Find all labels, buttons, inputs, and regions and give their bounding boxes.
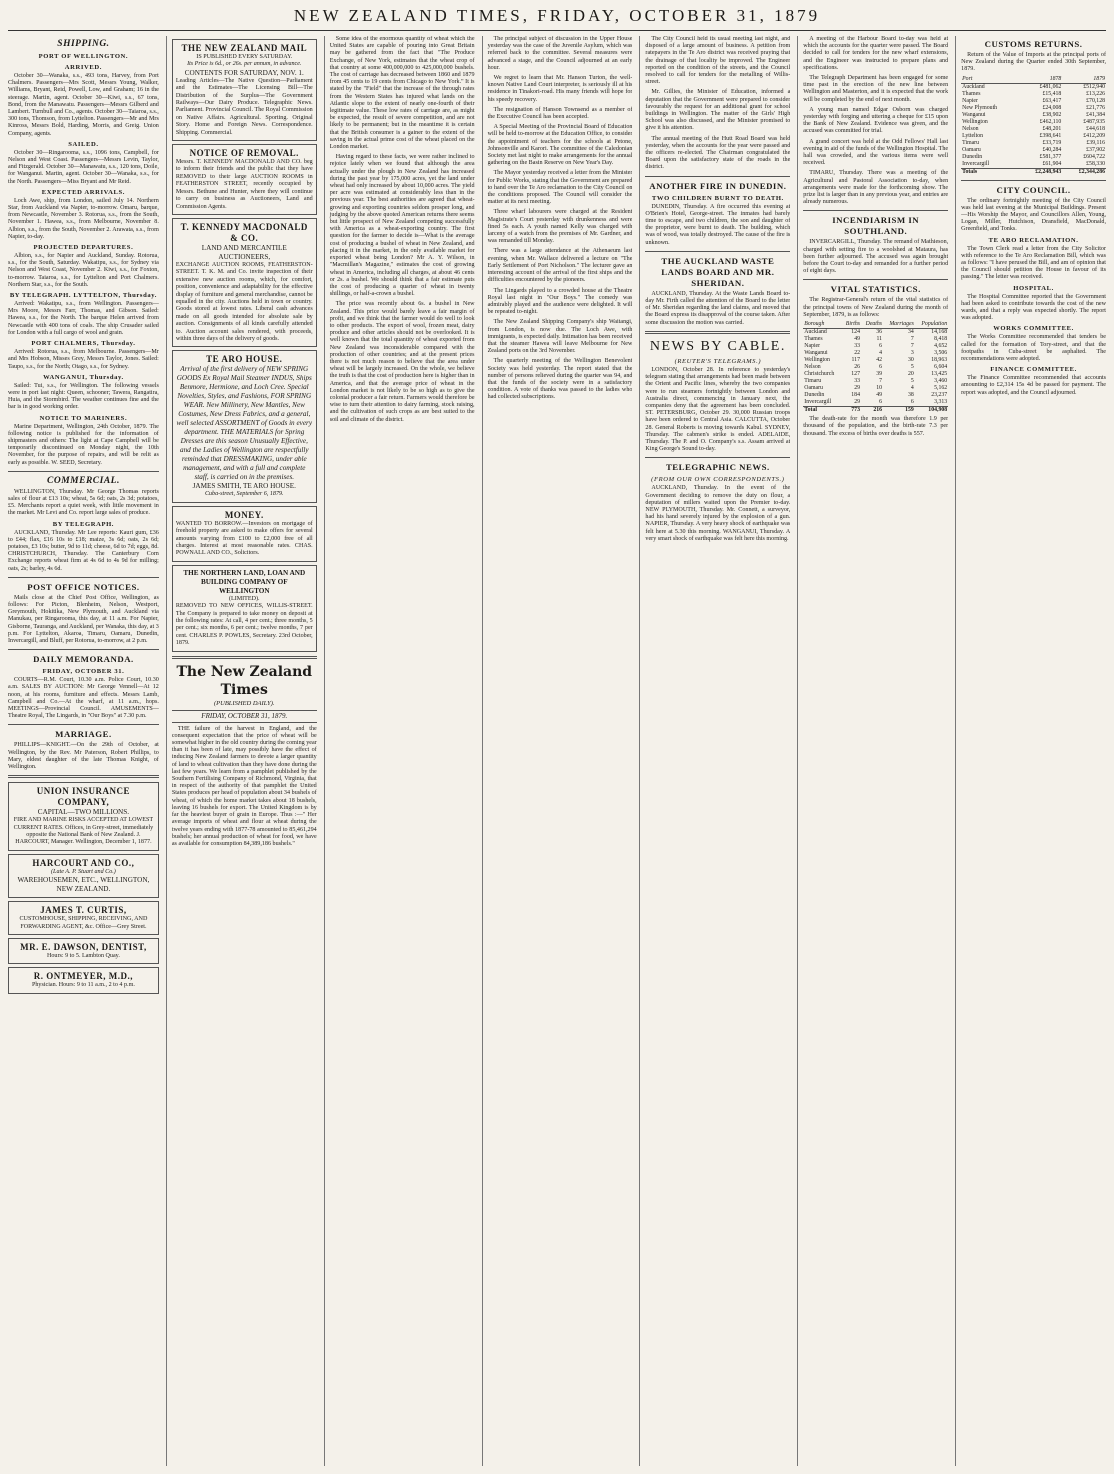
customs-cell: £481,062: [1039, 83, 1062, 90]
vital-row: [803, 385, 948, 392]
marriage-heading: MARRIAGE.: [55, 729, 112, 740]
contents-text: Leading Articles—The Native Question—Parliament and the Estimates—The Licensing Bill—The Distribution of the Surplus—The Government Railways—Our Dairy Produce. Telegraphic News. Parliament. Provincial Council. The Royal Commission on Native Affairs. Agricultural. Sporting. Original Story. Home and Foreign News. Correspondence. Shipping. Commercial.: [175, 77, 313, 136]
vital-cell: 6: [879, 343, 883, 350]
vital-row: [803, 378, 948, 385]
customs-cell: Napier: [962, 97, 978, 104]
curtis-heading: JAMES T. CURTIS,: [40, 905, 127, 916]
works-heading: WORKS COMMITTEE.: [993, 325, 1074, 333]
vital-cell: 5,162: [934, 385, 948, 392]
dentist-heading: MR. E. DAWSON, DENTIST,: [20, 942, 147, 953]
customs-cell: New Plymouth: [962, 104, 998, 111]
column-6: [797, 36, 948, 1466]
vital-row: [803, 336, 948, 343]
building-company-ad: [172, 565, 317, 652]
vital-header-cell: Population: [915, 321, 948, 329]
sailed-text: October 30—Ringarooma, s.s., 1096 tons, Campbell, for Nelson and West Coast. Passengers—Messrs Levin, Taylor, and Fitzgerald. October 30—Manawatu, s.s., 120 tons, Doile, for Wanganui. Martin, agent. October 30—Wanaka, s.s., for the North. Passengers—Miss Bryant and Mr Reid.: [8, 149, 159, 185]
customs-cell: Wanganui: [962, 111, 986, 118]
local-item-k: The City Council held its usual meeting last night, and disposed of a large amount of business. A petition from ratepayers in the Te Aro district was received praying that the drainage of that locality be improved. The Engineer reported on the condition of the streets, and the Council resolved to call for tenders for the metalling of Willis-street.: [645, 36, 791, 86]
money-ad: [172, 506, 317, 562]
vital-statistics-summary: The death-rate for the month was therefore 1.9 per thousand of the population, and the birth-rate 7.3 per thousand. The excess of births over deaths is 557.: [803, 416, 949, 437]
vital-cell: Napier: [804, 343, 821, 350]
vital-cell: 7: [910, 336, 914, 343]
vital-cell: 3,313: [934, 399, 948, 406]
local-item-i: The New Zealand Shipping Company's ship Waitangi, from London, is now due. The Loch Awe, with immigrants, is expected daily. Intimation has been received that the steamer Hawea will leave Melbourne for New Zealand ports on the 3rd November.: [487, 319, 633, 355]
vital-cell: 11: [876, 336, 883, 343]
mail-price: Its Price is 6d., or 26s. per annum, in advance.: [187, 61, 302, 68]
reclamation-heading: TE ARO RECLAMATION.: [988, 236, 1079, 244]
local-item-l: Mr. Gillies, the Minister of Education, informed a deputation that the Government were prepared to consider favourably the request for an additional grant for school buildings in Wellington. The matter of the Girls' High School was also discussed, and the Minister promised to give it his attention.: [645, 89, 791, 132]
tkm-sub: LAND AND MERCANTILE AUCTIONEERS,: [201, 243, 287, 261]
vital-cell: 184: [851, 392, 860, 399]
city-council-text: The ordinary fortnightly meeting of the City Council was held last evening at the Municipal Buildings. Present—His Worship the Mayor, and Councillors Allen, Young, Logan, Miller, Hutchison, Dransfield, MacDonald, Greenfield, and Tonks.: [961, 197, 1106, 233]
vital-cell: 14,168: [931, 329, 948, 336]
vital-cell: 33: [854, 378, 860, 385]
vital-total-cell: 773: [842, 407, 861, 415]
hospital-text: The Hospital Committee reported that the Government had been asked to contribute towards the cost of the new wards, and that a reply was expected shortly. The report was adopted.: [961, 293, 1106, 322]
union-sub: CAPITAL—TWO MILLIONS.: [37, 808, 130, 817]
customs-row: [961, 119, 1106, 126]
shipping-heading: SHIPPING.: [57, 39, 110, 49]
customs-cell: £13,226: [1086, 90, 1105, 97]
vital-cell: 22: [854, 350, 860, 357]
notice-mariners-text: Marine Department, Wellington, 24th October, 1879. The following notice is published for the information of shipmasters and others: The light at Cape Campbell will be temporarily discontinued on Monday night, the 10th November, for the purpose of repairs, and will be relit as early as possible. W. SEED, Secretary.: [8, 423, 159, 466]
vital-cell: 49: [854, 336, 860, 343]
hospital-heading: HOSPITAL.: [1013, 284, 1054, 292]
customs-cell: Wellington: [962, 118, 988, 125]
dentist-ad: [8, 938, 159, 964]
notice-mariners-heading: NOTICE TO MARINERS.: [39, 414, 128, 422]
vital-cell: 117: [851, 357, 860, 364]
vital-cell: Wanganui: [804, 350, 828, 357]
vital-cell: 38: [908, 392, 914, 399]
customs-cell: £398,641: [1039, 132, 1062, 139]
projected-heading: PROJECTED DEPARTURES.: [33, 244, 134, 252]
vital-header-cell: Births: [842, 321, 861, 329]
mail-heading: THE NEW ZEALAND MAIL: [181, 43, 308, 53]
tearo-text: Arrival of the first delivery of NEW SPRING GOODS Ex Royal Mail Steamer INDUS, Ships Benmore, Hermione, and Loch Cree. Special Novelties, Styles, and Fashions, FOR SPRING WEAR. New Millinery, New Mantles, New Costumes, New Dress Fabrics, and a general, well selected ASSORTMENT of Goods in every department. THE MATERIALS for Spring Dresses are this season Unusually Effective, and the Ladies of Wellington are respectfully reminded that DRESSMAKING, under able management, and with a full and complete staff, is carried on in the premises.: [176, 365, 313, 482]
customs-cell: Timaru: [962, 139, 979, 146]
vital-statistics-table: [803, 321, 948, 414]
vital-header-cell: Borough: [803, 321, 841, 329]
vital-statistics-heading: VITAL STATISTICS.: [830, 284, 921, 295]
vital-cell: Oamaru: [804, 385, 823, 392]
news-by-cable-heading: NEWS BY CABLE.: [649, 338, 786, 354]
telegraphic-news-text: AUCKLAND, Thursday. In the event of the Government deciding to remove the duty on flour, a deputation of millers waited upon the Premier to-day. NEW PLYMOUTH, Thursday. Mr. Connett, a surveyor, had his hand severely injured by the explosion of a gun. NAPIER, Thursday. A very heavy shock of earthquake was felt here at 5.30 this morning. WANGANUI, Thursday. A very smart shock of earthquake was felt here this morning.: [645, 485, 791, 542]
vital-row: [803, 329, 948, 337]
local-item-n: A meeting of the Harbour Board to-day was held at which the accounts for the quarter were passed. The Board decided to call for tenders for the new wharf extensions, and the Engineer was instructed to prepare plans and specifications.: [803, 36, 949, 71]
vital-cell: 4: [879, 350, 883, 357]
lyttelton-heading: BY TELEGRAPH. LYTTELTON, Thursday.: [9, 292, 158, 300]
column-5: [639, 36, 790, 1466]
local-item-r: TIMARU, Thursday. There was a meeting of the Agricultural and Pastoral Association to-day, when arrangements were made for the forthcoming show. The prize list is larger than in any previous year, and entries are already numerous.: [803, 170, 949, 206]
customs-cell: Dunedin: [962, 153, 983, 160]
customs-total-cell: £2,248,943: [1019, 168, 1063, 176]
customs-cell: £63,417: [1042, 97, 1062, 104]
vital-cell: 42: [876, 357, 883, 364]
local-item-p: A young man named Edgar Osborn was charged yesterday with forging and uttering a cheque for £15 upon the Bank of New Zealand. Evidence was given, and the accused was committed for trial.: [803, 106, 949, 135]
vital-cell: Timaru: [804, 378, 822, 385]
local-item-m: The annual meeting of the Hutt Road Board was held yesterday, when the accounts for the year were passed and the officers re-elected. The Chairman congratulated the Board upon the satisfactory state of the roads in the district.: [645, 135, 791, 171]
waste-lands-text: AUCKLAND, Thursday. At the Waste Lands Board to-day Mr. Firth called the attention of the Board to the letter of Mr. Sheridan regarding the land claims, and moved that the Board express its disapproval of the course taken. After some discussion the motion was carried.: [645, 290, 791, 326]
customs-cell: £38,902: [1042, 111, 1062, 118]
post-office-text: Mails close at the Chief Post Office, Wellington, as follows: For Picton, Blenheim, Nelson, Westport, Greymouth, Hokitika, New Plymouth, and Auckland via Manukau, per Ringarooma, this day, at 11 a.m. For Napier, Gisborne, Tauranga, and Auckland, per Wanaka, this day, at 3 p.m. For Lyttelton, Akaroa, Timaru, Oamaru, Dunedin, Invercargill, and Bluff, per Rotorua, to-morrow, at 2 p.m.: [8, 594, 159, 644]
post-office-heading: POST OFFICE NOTICES.: [27, 581, 140, 592]
leader-continued-b: Having regard to these facts, we were rather inclined to rejoice lately when we found that although the area actually under the plough in New Zealand has increased during the past year by 175,000 acres, yet the land under wheat had only increased by about 10,000 acres. The yield per acre was estimated at considerably less than in the previous year. The best authorities are agreed that wheat-growing and exporting countries seldom prosper long, and judging by the above quoted American returns there seems but little prospect of New Zealand competing successfully with America as a wheat-exporting country. The first question for the farmer to decide is—What is the average cost of producing a bushel of wheat in New Zealand, and placing it in the market, in the only available market for exported wheat being London? Mr A. Y. Wilson, in "Macmillan's Magazine," estimates the cost of growing wheat in America, including all charges, at about 46 cents or 2s. a bushel. We should think that a fair estimate puts the cost of producing a quarter of wheat in twenty shillings, or half-a-crown a bushel.: [329, 154, 475, 298]
vital-cell: 6: [879, 364, 883, 371]
news-by-cable-sub: (REUTER'S TELEGRAMS.): [674, 357, 762, 365]
fire-heading: ANOTHER FIRE IN DUNEDIN.: [649, 180, 787, 191]
incendiarism-text: INVERCARGILL, Thursday. The remand of Mathieson, charged with setting fire to a woolshed at Mataura, has been further adjourned. The accused was again brought before the Court to-day and remanded for a further period of eight days.: [803, 239, 949, 275]
tearo-sign: JAMES SMITH, TE ARO HOUSE.: [192, 482, 296, 491]
vital-cell: 6: [879, 399, 883, 406]
finance-heading: FINANCE COMMITTEE.: [990, 366, 1077, 374]
customs-total-row: [961, 168, 1106, 176]
waste-lands-heading: THE AUCKLAND WASTE LANDS BOARD AND MR. SHERIDAN.: [661, 255, 775, 288]
vital-cell: Thames: [804, 336, 823, 343]
vital-cell: 33: [854, 343, 860, 350]
customs-header-cell: 1878: [1019, 76, 1063, 84]
vital-cell: 23,237: [931, 392, 948, 399]
vital-cell: 26: [854, 364, 860, 371]
vital-cell: Christchurch: [804, 371, 835, 378]
customs-cell: £70,128: [1086, 97, 1105, 104]
fire-subheading: TWO CHILDREN BURNT TO DEATH.: [651, 194, 784, 202]
daily-memo-text: COURTS—R.M. Court, 10.30 a.m. Police Court, 10.30 a.m. SALES BY AUCTION: Mr George Vennell—At 12 noon, at his rooms, furniture and effects. Messrs Lamb, Campbell and Co.—At the wharf, at 11 a.m., hops. MEETINGS—Provincial Council. AMUSEMENTS—Theatre Royal, The Lingards, in "Our Boys" at 7.30 p.m.: [8, 677, 159, 720]
curtis-ad: [8, 901, 159, 935]
customs-cell: £604,722: [1083, 153, 1105, 160]
customs-cell: £39,116: [1086, 139, 1105, 146]
marriage-text: PHILLIPS—KNIGHT.—On the 29th of October, at Wellington, by the Rev. Mr Paterson, Robert Phillips, to Mary, eldest daughter of the late Thomas Knight, of Wellington.: [8, 742, 159, 771]
port-heading: PORT OF WELLINGTON.: [38, 53, 129, 60]
customs-cell: £462,110: [1039, 118, 1062, 125]
wanganui-text: Sailed: Tui, s.s., for Wellington. The following vessels were in port last night: Queen, schooner; Tawera, Rangatira, Huia, and the Stormbird. The weather continues fine and the bar is in good working order.: [8, 382, 159, 411]
commercial-heading: COMMERCIAL.: [47, 475, 120, 486]
vital-row: [803, 343, 948, 350]
column-3: [324, 36, 475, 1466]
customs-cell: £37,902: [1086, 146, 1105, 153]
telegraph-heading: BY TELEGRAPH.: [52, 520, 115, 528]
customs-row: [961, 105, 1106, 112]
vital-cell: 124: [851, 329, 860, 336]
vital-cell: 13,425: [931, 371, 948, 378]
vital-cell: 7: [879, 378, 883, 385]
customs-cell: £33,719: [1042, 139, 1062, 146]
port-chalmers-text: Arrived: Rotorua, s.s., from Melbourne. Passengers—Mr and Mrs Hobson, Misses Grey, Messrs Taylor, Jones. Sailed: Taupo, s.s., for the North; Otago, s.s., for Sydney.: [8, 349, 159, 370]
columns: [8, 36, 1106, 1466]
dentist-text: Hours: 9 to 5. Lambton Quay.: [46, 953, 120, 960]
finance-text: The Finance Committee recommended that accounts amounting to £2,314 15s 4d be passed for payment. The report was adopted, and the Council adjourned.: [961, 375, 1106, 396]
customs-row: [961, 154, 1106, 161]
expected-text: Loch Awe, ship, from London, sailed July 14. Northern Star, from Auckland via Napier, to-morrow. Omaru, barque, from Newcastle, November 3. Rotorua, s.s., from the South, November 1. Hawea, s.s., from Melbourne, November 8. Albion, s.s., from the South, November 2. Arawata, s.s., from Napier, to-day.: [8, 197, 159, 240]
vital-cell: 6,604: [934, 364, 948, 371]
vital-cell: 29: [854, 399, 860, 406]
removal-heading: NOTICE OF REMOVAL.: [189, 148, 299, 159]
local-item-o: The Telegraph Department has been engaged for some time past in the erection of the new line between Wellington and Masterton, and it is expected that the work will be completed by the end of next month.: [803, 75, 949, 103]
vital-cell: 6: [910, 399, 914, 406]
customs-header-cell: 1879: [1062, 76, 1106, 84]
vital-cell: 4,652: [934, 343, 948, 350]
vital-cell: 7: [910, 343, 914, 350]
masthead: [8, 6, 1106, 31]
vital-cell: Invercargill: [804, 399, 832, 406]
vital-header-cell: Deaths: [861, 321, 883, 329]
leader-text: THE failure of the harvest in England, and the consequent expectation that the price of wheat will be somewhat higher in the old country during the coming year than it has been of late, may possibly have the effect of inducing New Zealand farmers to devote a larger quantity of land to wheat cultivation than they have done during the last few years. We learn from a pamphlet published by the Southern Fertilising Company of Richmond, Virginia, that in respect of the authority of that pamphlet the United States produces per head of population about 34 bushels of wheat, of which the home market takes about 18 bushels, leaving 16 bushels for export. The United Kingdom is by far the heaviest buyer of grain in Europe. Thus :—" Her average imports of wheat and flour at wheat during the twelve years ending with 1877-78 amounted to 85,461,294 bushels; her annual production of wheat for food, we have as available for consumption 84,389,186 bushels.": [171, 725, 317, 847]
vital-total-cell: 159: [883, 407, 915, 415]
customs-cell: £487,935: [1083, 118, 1105, 125]
vital-row: [803, 350, 948, 357]
arrived-text: October 30—Wanaka, s.s., 493 tons, Harvey, from Port Chalmers. Passengers—Mrs Scott, Messrs Young, Walker, Williams, Bryant, Reid, Powell, Low, and Graham; 16 in the steerage. Martin, agent. October 30—Kiwi, s.s., 67 tons, Bond, from the Manawatu. Passengers—Messrs Gilberd and Lambert. Turnbull and Co., agents. October 30—Taiaroa, s.s., 300 tons, Thomson, from Lyttelton. Passengers—Mr and Mrs Kinross, Messrs Bold, Harding, Morris, and Greig. Union Company, agents.: [8, 73, 159, 137]
vital-cell: Dunedin: [804, 392, 825, 399]
tearo-date: Cuba-street, September 6, 1879.: [204, 491, 284, 498]
customs-row: [961, 133, 1106, 140]
vital-cell: 8,418: [934, 336, 948, 343]
harcourt-text: WAREHOUSEMEN, ETC., WELLINGTON, NEW ZEALAND.: [17, 876, 150, 894]
customs-cell: Thames: [962, 90, 981, 97]
vital-cell: 34: [908, 329, 914, 336]
customs-cell: Lyttelton: [962, 132, 984, 139]
customs-row: [961, 126, 1106, 133]
vital-row: [803, 392, 948, 399]
money-text: WANTED TO BORROW.—Investors on mortgage of freehold property are asked to make offers for several amounts varying from £100 to £2,000 free of all charges. Interest at most reasonable rates. CHAS. POWNALL AND CO., Solicitors.: [175, 520, 313, 557]
column-2: [166, 36, 317, 1466]
vital-cell: 29: [854, 385, 860, 392]
local-item-h: The Lingards played to a crowded house at the Theatre Royal last night in "Our Boys." The comedy was admirably played and the audience were delighted. It will be repeated to-night.: [487, 287, 633, 316]
mail-sub: IS PUBLISHED EVERY SATURDAY.: [196, 54, 293, 60]
mail-ad: [172, 39, 317, 141]
customs-cell: £21,776: [1086, 104, 1105, 111]
column-4: [482, 36, 633, 1466]
telegraphic-news-sub: (FROM OUR OWN CORRESPONDENTS.): [651, 476, 785, 484]
local-item-a: The principal subject of discussion in the Upper House yesterday was the case of the Juvenile Asylum, which was referred back to the committee. Several measures were advanced a stage, and the Council adjourned at an early hour.: [487, 36, 633, 71]
customs-cell: £40,284: [1042, 146, 1062, 153]
vital-cell: 5: [910, 364, 914, 371]
vital-cell: Nelson: [804, 364, 821, 371]
customs-cell: £48,201: [1042, 125, 1062, 132]
local-item-d: A Special Meeting of the Provincial Board of Education will be held to-morrow at the Education Office, to consider the appointment of teachers for the schools at Petone, Johnsonville and Karori. The committee of the Caledonian Society met last night to make arrangements for the annual gathering on the Basin Reserve on New Year's Day.: [487, 124, 633, 167]
customs-row: [961, 91, 1106, 98]
customs-cell: £15,418: [1042, 90, 1062, 97]
tearo-ad: [172, 350, 317, 502]
daily-memo-date: FRIDAY, OCTOBER 31.: [42, 668, 125, 676]
vital-row: [803, 371, 948, 378]
vital-cell: 3: [910, 350, 914, 357]
local-item-g: There was a large attendance at the Athenaeum last evening, when Mr. Wallace delivered a lecture on "The Early Settlement of Port Nicholson." The lecturer gave an interesting account of the arrival of the first ships and the difficulties encountered by the pioneers.: [487, 248, 633, 284]
customs-cell: £24,008: [1042, 104, 1062, 111]
commercial-text: WELLINGTON, Thursday. Mr George Thomas reports sales of flour at £13 10s; wheat, 5s 6d; oats, 2s 3d; potatoes, £5. Merchants report a quiet week, with little movement in the market. Mr Levi and Co. report large sales of produce.: [8, 488, 159, 517]
vital-cell: 127: [851, 371, 860, 378]
customs-cell: £581,377: [1039, 153, 1062, 160]
vital-header-cell: Marriages: [883, 321, 915, 329]
vital-cell: 20: [908, 371, 914, 378]
building-company-text: REMOVED TO NEW OFFICES, WILLIS-STREET. The Company is prepared to take money on deposit at the following rates: At call, 4 per cent.; three months, 5 per cent.; six months, 6 per cent.; twelve months, 7 per cent. CHARLES P. POWLES, Secretary. 23rd October, 1879.: [175, 603, 313, 647]
local-item-b: We regret to learn that Mr. Hanson Turton, the well-known Native Land Court interpreter, is seriously ill at his residence in Tinakori-road. His many friends will hope for his speedy recovery.: [487, 75, 633, 103]
arrived-heading: ARRIVED.: [64, 64, 103, 71]
expected-heading: EXPECTED ARRIVALS.: [41, 188, 126, 196]
rontmeyer-ad: [8, 967, 159, 993]
vital-cell: Wellington: [804, 357, 830, 364]
vital-row: [803, 364, 948, 371]
tkm-ad: [172, 218, 317, 347]
customs-heading: CUSTOMS RETURNS.: [984, 39, 1083, 49]
fire-text: DUNEDIN, Thursday. A fire occurred this evening at O'Brien's Hotel, George-street. The inmates had barely time to escape, and two children, the son and daughter of the proprietor, were burnt to death. The building, which was of wood, was totally destroyed. The cause of the fire is unknown.: [645, 203, 791, 246]
union-text: FIRE AND MARINE RISKS ACCEPTED AT LOWEST CURRENT RATES. Offices, in Grey-street, immediately opposite the National Bank of New Zealand. J. HARCOURT, Manager. Wellington, December 1, 1877.: [13, 817, 154, 846]
local-item-f: Three wharf labourers were charged at the Resident Magistrate's Court yesterday with drunkenness and were fined 5s each. A youth named Kelly was charged with larceny of a watch from the premises of Mr. Gardner, and was remanded till Monday.: [487, 209, 633, 245]
customs-row: [961, 112, 1106, 119]
local-item-c: The resignation of Hanson Townsend as a member of the Executive Council has been accepted.: [487, 106, 633, 121]
port-chalmers-heading: PORT CHALMERS, Thursday.: [31, 340, 136, 348]
harcourt-ad: [8, 854, 159, 898]
money-heading: MONEY.: [224, 509, 264, 520]
tearo-heading: TE ARO HOUSE.: [206, 354, 283, 365]
customs-row: [961, 98, 1106, 105]
vital-cell: 39: [876, 371, 883, 378]
contents-heading: CONTENTS FOR SATURDAY, NOV. 1.: [184, 68, 304, 77]
customs-cell: £412,209: [1083, 132, 1105, 139]
vital-total-cell: 104,908: [915, 407, 948, 415]
customs-cell: Nelson: [962, 125, 979, 132]
news-by-cable-text: LONDON, October 28. In reference to yesterday's telegram stating that arrangements had been made between the Orient and Pacific lines, whereby the two companies were to run steamers fortnightly between London and Australia direct, commencing in January next, the companies deny that the agreement has been concluded. ST. PETERSBURG, October 29. 30,000 Russian troops have been ordered to Central Asia. CALCUTTA, October 28. General Roberts is moving towards Kabul. SYDNEY, Thursday. The cabmen's strike is ended. ADELAIDE, Thursday. The P. and O. Company's s.s. Assam arrived at King George's Sound to-day.: [645, 366, 791, 453]
rontmeyer-heading: R. ONTMEYER, M.D.,: [33, 971, 134, 982]
harcourt-sub: (Late A. P. Stuart and Co.): [51, 868, 116, 875]
city-council-heading: CITY COUNCIL.: [996, 184, 1071, 195]
customs-total-cell: Totals: [961, 168, 1018, 176]
curtis-text: CUSTOMHOUSE, SHIPPING, RECEIVING, AND FORWARDING AGENT, &c. Office—Grey Street.: [19, 916, 148, 930]
column-1: [8, 36, 159, 1466]
vital-cell: 18,963: [931, 357, 948, 364]
vital-cell: Auckland: [804, 329, 827, 336]
telegraph-text: AUCKLAND, Thursday. Mr Lee reports: Kauri gum, £36 to £44; flax, £16 10s to £18; maize, 3s 6d; oats, 2s 6d; potatoes, £3 10s; butter, 9d to 11d; cheese, 6d to 7d; eggs, 8d. CHRISTCHURCH, Thursday. The Canterbury Corn Exchange reports wheat firm at 4s 6d to 4s 9d for milling; oats, 2s; barley, 4s 6d.: [8, 529, 159, 572]
rontmeyer-text: Physician. Hours: 9 to 11 a.m., 2 to 4 p.m.: [31, 982, 135, 989]
customs-cell: £44,618: [1086, 125, 1105, 132]
customs-cell: £61,904: [1042, 160, 1062, 167]
customs-table: [961, 76, 1106, 176]
customs-text: Return of the Value of Imports at the principal ports of New Zealand during the Quarter ended 30th September, 1879.: [961, 52, 1106, 73]
local-item-e: The Mayor yesterday received a letter from the Minister for Public Works, stating that the Government are prepared to hand over the Te Aro reclamation to the City Council on the conditions proposed. The Council will consider the matter at its next meeting.: [487, 170, 633, 206]
local-item-j: The quarterly meeting of the Wellington Benevolent Society was held yesterday. The report stated that the number of persons relieved during the quarter was 94, and that the funds of the society were in a satisfactory condition. A vote of thanks was passed to the ladies who had collected subscriptions.: [487, 358, 633, 401]
customs-header-cell: Port: [961, 76, 1018, 84]
vital-total-row: [803, 407, 948, 415]
vital-cell: 10: [876, 385, 883, 392]
times-flag: The New Zealand Times: [176, 663, 313, 698]
tkm-heading: T. KENNEDY MACDONALD & CO.: [180, 221, 308, 243]
customs-row: [961, 140, 1106, 147]
vital-row: [803, 357, 948, 364]
daily-memo-heading: DAILY MEMORANDA.: [33, 654, 134, 665]
vital-row: [803, 399, 948, 407]
customs-row: [961, 83, 1106, 91]
vital-cell: 4: [910, 385, 914, 392]
times-flag-sub: (PUBLISHED DAILY).: [214, 699, 275, 707]
incendiarism-heading: INCENDIARISM IN SOUTHLAND.: [832, 215, 920, 237]
customs-row: [961, 161, 1106, 169]
sailed-heading: SAILED.: [68, 140, 99, 148]
removal-ad: [172, 144, 317, 215]
local-item-q: A grand concert was held at the Odd Fellows' Hall last evening in aid of the funds of the Wellington Hospital. The hall was crowded, and the various items were well received.: [803, 138, 949, 167]
reclamation-text: The Town Clerk read a letter from the City Solicitor with reference to the Te Aro Reclamation Bill, which was as follows: "I have perused the Bill, and am of opinion that the Council should petition the House in favour of its passing." The letter was received.: [961, 245, 1106, 281]
harcourt-heading: HARCOURT AND CO.,: [32, 857, 135, 868]
vital-statistics-text: The Registrar-General's return of the vital statistics of the principal towns of New Zealand during the month of September, 1879, is as follows:: [803, 297, 949, 318]
vital-cell: 3,460: [934, 378, 948, 385]
column-7: [955, 36, 1106, 1466]
customs-cell: £58,330: [1086, 160, 1105, 167]
customs-cell: Oamaru: [962, 146, 981, 153]
masthead-title: NEW ZEALAND TIMES, FRIDAY, OCTOBER 31, 1879: [293, 6, 821, 25]
vital-total-cell: 216: [861, 407, 883, 415]
tkm-text: EXCHANGE AUCTION ROOMS, FEATHERSTON-STREET. T. K. M. and Co. invite inspection of their extensive new auction rooms, which, for comfort, position, convenience and adaptability for the effective display of furniture and general merchandise, cannot be equalled in the city. Auctions held in town or country. Goods stored at lowest rates. Liberal cash advances made on all goods intended for absolute sale by auction. Consignments of all kinds carefully attended to. Auction account sales rendered, with proceeds, within three days of the delivery of goods.: [175, 261, 313, 342]
customs-cell: Auckland: [962, 83, 985, 90]
removal-text: Messrs. T. KENNEDY MACDONALD AND CO. beg to inform their friends and the public that they have REMOVED to their large AUCTION ROOMS in FEATHERSTON STREET, recently occupied by Messrs. Bethune and Hunter, where they will continue to carry on business as Auctioneers, Land and Commission Agents.: [175, 159, 313, 210]
customs-cell: Invercargill: [962, 160, 990, 167]
telegraphic-news-heading: TELEGRAPHIC NEWS.: [665, 462, 770, 473]
union-heading: UNION INSURANCE COMPANY,: [36, 786, 131, 808]
union-insurance-ad: [8, 782, 159, 851]
times-flag-date: FRIDAY, OCTOBER 31, 1879.: [172, 710, 317, 723]
leader-continued-c: The price was recently about 6s. a bushel in New Zealand. This price would barely leave a fair margin of profit, and we think that the farmer would do well to look to other products. The export of wool, frozen meat, dairy produce and other articles should not be overlooked. It is well known that the total quantity of wheat exported from New Zealand was inconsiderable compared with the production of other countries; and at the present prices there is not much reason to believe that the area under wheat will be largely increased. On the whole, we believe the truth is that the cost of production here is higher than in America, and that the average price of wheat in the London market is not likely to be so high as to give the colonial producer a fair return. Farmers would therefore be wise to turn their attention to dairy farming, stock raising, and the cultivation of such crops as are best suited to the soil and climate of the district.: [329, 301, 475, 423]
vital-total-cell: Total: [803, 407, 841, 415]
projected-text: Albion, s.s., for Napier and Auckland, Sunday. Rotorua, s.s., for the South, Saturday. Wakatipu, s.s., for Sydney via Nelson and West Coast, November 2. Kiwi, s.s., for Foxton, to-morrow. Taiaroa, s.s., for Lyttelton and Port Chalmers. Northern Star, s.s., for the South.: [8, 253, 159, 288]
customs-cell: £41,384: [1086, 111, 1105, 118]
building-company-heading: THE NORTHERN LAND, LOAN AND BUILDING COMPANY OF WELLINGTON: [183, 568, 306, 595]
wanganui-heading: WANGANUI, Thursday.: [43, 373, 124, 381]
vital-cell: 30: [908, 357, 914, 364]
leader-continued-a: Some idea of the enormous quantity of wheat which the United States are capable of pouring into Great Britain may be gathered from the fact that "The Produce Exchange, of New York, estimates that the wheat crop of that country at some 400,000,000 to 425,000,000 bushels. The cost of carriage has decreased between 1860 and 1879 from 45 cents to 19 cents from Chicago to New York." It is stated by the "Field" that the increase of the through rates from the Western States has injured what lands on the Atlantic slope to the extent of nearly one-fourth of their legitimate value. These low rates of carriage are, as might be expected, the result of severe competition, and are not likely to be permanent; but in the meantime it is certain that the British consumer is a gainer to the extent of the saving in the actual prime cost of the wheat placed on the London market.: [329, 36, 475, 151]
building-company-sub: (LIMITED).: [228, 595, 260, 602]
customs-row: [961, 147, 1106, 154]
customs-total-cell: £2,344,286: [1062, 168, 1106, 176]
vital-cell: 49: [876, 392, 883, 399]
vital-cell: 5: [910, 378, 914, 385]
lyttelton-text: Arrived: Wakatipu, s.s., from Wellington. Passengers—Mrs Moore, Messrs Farr, Thomas, and Gibson. Sailed: Hawea, s.s., for the North. The barque Helen arrived from Newcastle with 400 tons of coals. The ship Crusader sailed for London with a full cargo of wool and grain.: [8, 301, 159, 336]
works-text: The Works Committee recommended that tenders be called for the formation of Tory-street, and that the footpaths in Cuba-street be asphalted. The recommendations were adopted.: [961, 334, 1106, 363]
customs-cell: £512,940: [1083, 83, 1105, 90]
vital-cell: 3,506: [934, 350, 948, 357]
vital-cell: 36: [876, 329, 883, 336]
